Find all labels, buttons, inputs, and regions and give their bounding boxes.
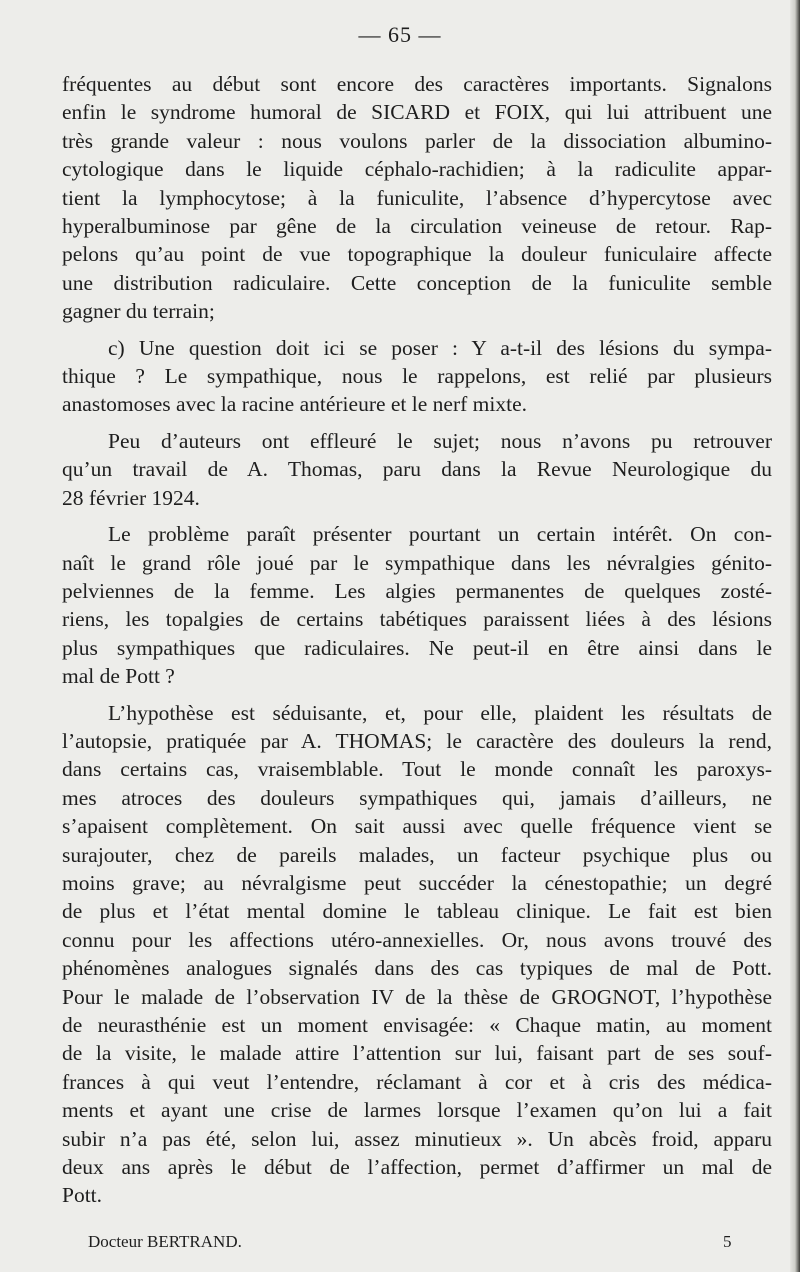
paragraph-5-line: surajouter, chez de pareils malades, un facteur psychique plus ou — [62, 842, 772, 867]
paragraph-1-line: gagner du terrain; — [62, 299, 215, 324]
paragraph-1-line: tient la lymphocytose; à la funiculite, l’absence d’hypercytose avec — [62, 185, 772, 210]
paragraph-5-line: de la visite, le malade attire l’attention sur lui, faisant part de ses souf- — [62, 1041, 772, 1066]
paragraph-4-line: Le problème paraît présenter pourtant un certain intérêt. On con- — [108, 522, 772, 547]
paragraph-1-line: hyperalbuminose par gêne de la circulation veineuse de retour. Rap- — [62, 214, 772, 239]
paragraph-4-line: naît le grand rôle joué par le sympathique dans les névralgies génito- — [62, 550, 772, 575]
page-number-header: — 65 — — [358, 22, 442, 47]
paragraph-5-line: L’hypothèse est séduisante, et, pour elle, plaident les résultats de — [108, 700, 772, 725]
paragraph-4-line: riens, les topalgies de certains tabétiques paraissent liées à des lésions — [62, 607, 772, 632]
paragraph-5-line: Pott. — [62, 1183, 103, 1208]
paragraph-5-line: l’autopsie, pratiquée par A. THOMAS; le caractère des douleurs la rend, — [62, 728, 772, 753]
paragraph-5-line: dans certains cas, vraisemblable. Tout le monde connaît les paroxys- — [62, 757, 772, 782]
paragraph-5-line: moins grave; au névralgisme peut succéder la cénestopathie; un degré — [62, 870, 772, 895]
paragraph-5-line: connu pour les affections utéro-annexielles. Or, nous avons trouvé des — [62, 927, 772, 952]
page-edge-shadow — [790, 0, 800, 1272]
paragraph-5-line: de plus et l’état mental domine le tableau clinique. Le fait est bien — [62, 899, 772, 924]
paragraph-2-line: thique ? Le sympathique, nous le rappelons, est relié par plusieurs — [62, 364, 772, 389]
footer-author: Docteur BERTRAND. — [88, 1232, 242, 1251]
footer-signature-mark: 5 — [723, 1232, 732, 1251]
paragraph-1-line: enfin le syndrome humoral de SICARD et FOIX, qui lui attribuent une — [62, 100, 772, 125]
paragraph-1-line: fréquentes au début sont encore des caractères importants. Signalons — [62, 72, 772, 96]
paragraph-3-line: 28 février 1924. — [62, 485, 200, 510]
paragraph-5-line: phénomènes analogues signalés dans des cas typiques de mal de Pott. — [62, 956, 772, 981]
paragraph-1-line: cytologique dans le liquide céphalo-rachidien; à la radiculite appar- — [62, 157, 772, 182]
paragraph-5-line: Pour le malade de l’observation IV de la thèse de GROGNOT, l’hypothèse — [62, 984, 772, 1009]
paragraph-5-line: ments et ayant une crise de larmes lorsque l’examen qu’on lui a fait — [62, 1098, 772, 1123]
paragraph-5-line: s’apaisent complètement. On sait aussi avec quelle fréquence vient se — [62, 814, 772, 839]
paragraph-2-line: c) Une question doit ici se poser : Y a-t-il des lésions du sympa- — [108, 335, 772, 360]
paragraph-1-line: une distribution radiculaire. Cette conception de la funiculite semble — [62, 270, 772, 295]
paragraph-1-line: pelons qu’au point de vue topographique la douleur funiculaire affecte — [62, 242, 772, 267]
paragraph-3-line: Peu d’auteurs ont effleuré le sujet; nous n’avons pu retrouver — [108, 428, 772, 453]
paragraph-4-line: pelviennes de la femme. Les algies permanentes de quelques zosté- — [62, 578, 772, 603]
paragraph-5-line: frances à qui veut l’entendre, réclamant à cor et à cris des médica- — [62, 1069, 772, 1094]
paragraph-5-line: de neurasthénie est un moment envisagée: « Chaque matin, au moment — [62, 1013, 772, 1037]
paragraph-4-line: mal de Pott ? — [62, 664, 175, 689]
paragraph-3-line: qu’un travail de A. Thomas, paru dans la Revue Neurologique du — [62, 457, 772, 482]
paragraph-2-line: anastomoses avec la racine antérieure et le nerf mixte. — [62, 392, 528, 417]
paragraph-4-line: plus sympathiques que radiculaires. Ne peut-il en être ainsi dans le — [62, 635, 772, 660]
paragraph-5-line: mes atroces des douleurs sympathiques qui, jamais d’ailleurs, ne — [62, 785, 772, 810]
paragraph-5-line: deux ans après le début de l’affection, permet d’affirmer un mal de — [62, 1155, 772, 1180]
paragraph-1-line: très grande valeur : nous voulons parler de la dissociation albumino- — [62, 128, 772, 153]
body-text — [62, 70, 772, 1210]
paragraph-5-line: subir n’a pas été, selon lui, assez minutieux ». Un abcès froid, apparu — [62, 1126, 772, 1151]
